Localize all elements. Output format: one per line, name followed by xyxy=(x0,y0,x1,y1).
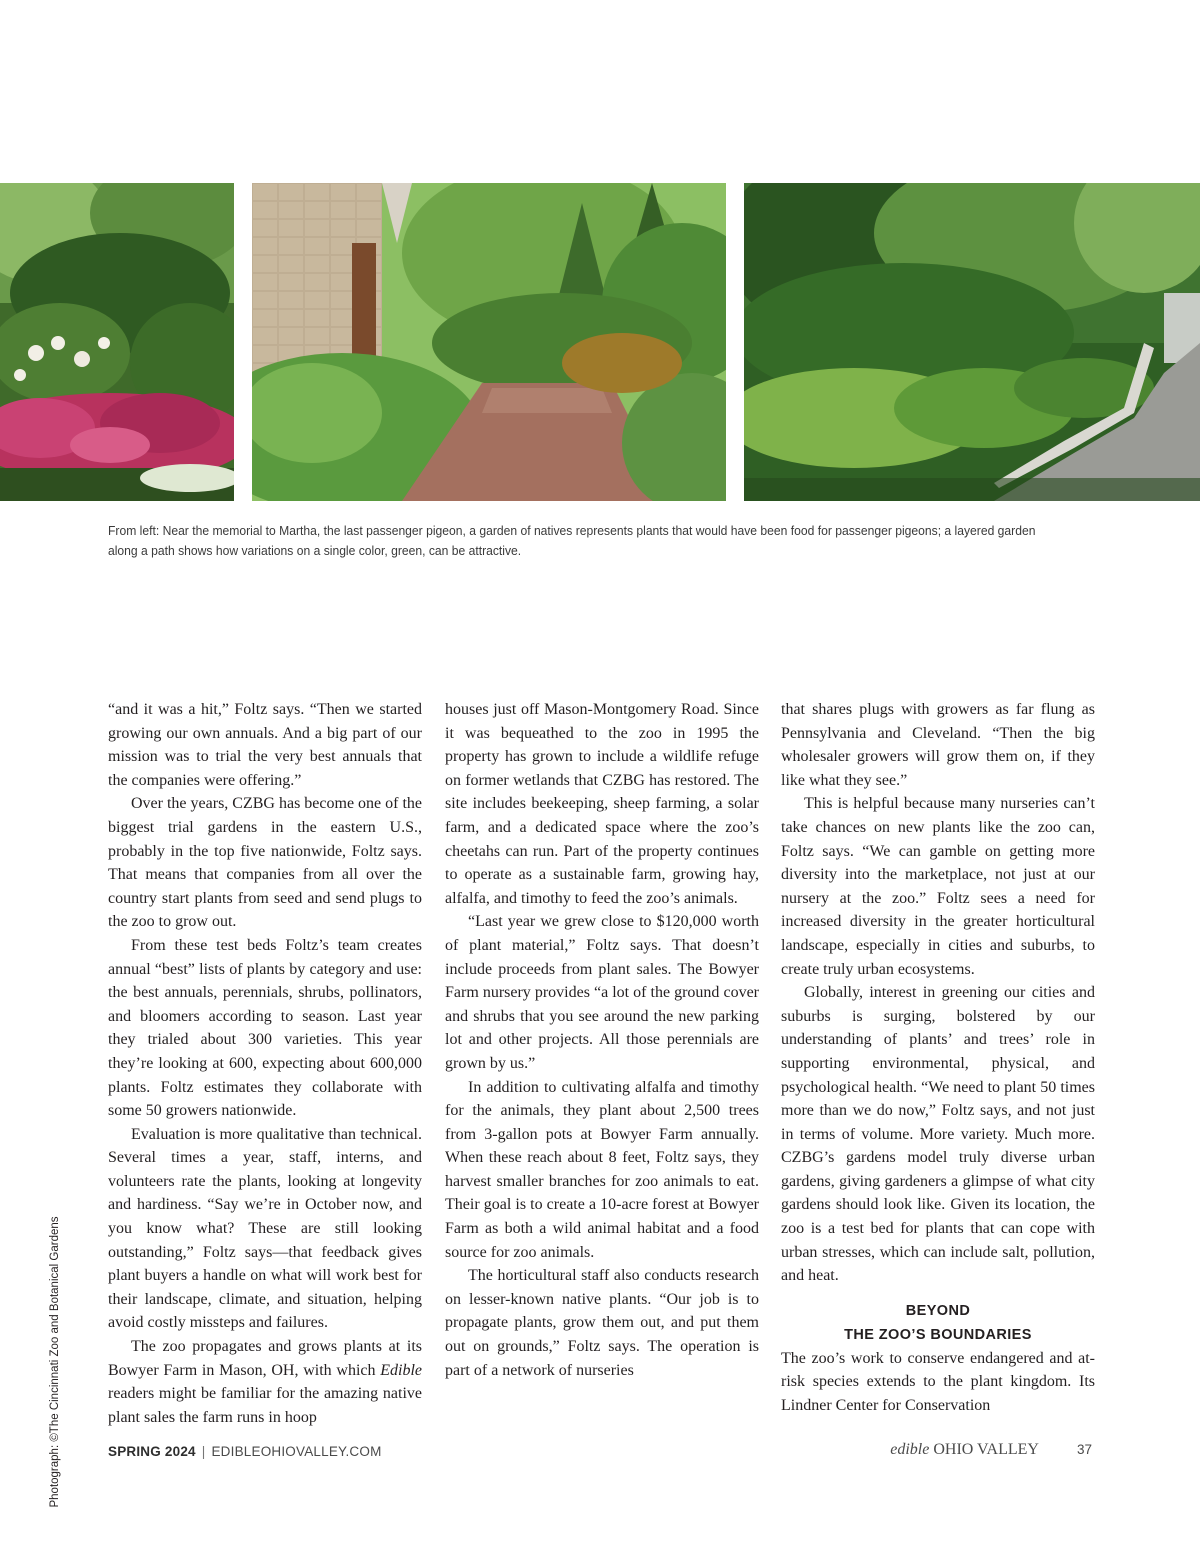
article-column-1 xyxy=(108,698,422,1429)
paragraph: “and it was a hit,” Foltz says. “Then we started growing our own annuals. And a big part of our mission was to trial the very best annuals that the companies were offering.” xyxy=(108,701,422,789)
paragraph: The zoo’s work to conserve endangered and at-risk species extends to the plant kingdom. Its Lindner Center for Conservation xyxy=(781,1349,1095,1415)
page-number: 37 xyxy=(1076,1442,1092,1457)
paragraph xyxy=(108,1335,422,1429)
brand-edible: edible xyxy=(890,1441,930,1458)
article-column-2 xyxy=(445,698,759,1382)
footer-issue-info xyxy=(108,1444,382,1459)
paragraph: “Last year we grew close to $120,000 worth of plant material,” Foltz says. That doesn’t include proceeds from plant sales. The Bowyer Farm nursery provides “a lot of the ground cover and shrubs that you see around the new parking lot and other projects. All those perennials are grown by us.” xyxy=(445,913,759,1072)
paragraph: houses just off Mason-Montgomery Road. Since it was bequeathed to the zoo in 1995 the property has grown to include a wildlife refuge on former wetlands that CZBG has restored. The site includes beekeeping, sheep farming, a solar farm, and a dedicated space where the zoo’s cheetahs can run. Part of the property continues to operate as a sustainable farm, growing hay, alfalfa, and timothy to feed the zoo’s animals. xyxy=(445,701,759,907)
photo-caption: From left: Near the memorial to Martha, the last passenger pigeon, a garden of natives represents plants that would have been food for passenger pigeons; a layered garden along a path shows how variations on a single color, green, can be attractive. xyxy=(108,524,1036,558)
section-heading-line-2: THE ZOO’S BOUNDARIES xyxy=(844,1326,1032,1343)
layered-green-garden-photo xyxy=(744,183,1200,501)
paragraph: From these test beds Foltz’s team creates annual “best” lists of plants by category and use: the best annuals, perennials, shrubs, pollinators, and bloomers according to season. Last year they trialed about 300 varieties. This year they’re looking at 600, expecting about 600,000 plants. Foltz estimates they collaborate with some 50 growers nationwide. xyxy=(108,936,422,1120)
paragraph: Over the years, CZBG has become one of the biggest trial gardens in the eastern U.S., probably in the top five nationwide, Foltz says. That means that companies from all over the country start plants from seed and send plugs to the zoo to grow out. xyxy=(108,795,423,931)
brand-region: OHIO VALLEY xyxy=(929,1441,1039,1458)
photo-credit: Photograph: ©The Cincinnati Zoo and Botanical Gardens xyxy=(49,1216,61,1508)
paragraph: In addition to cultivating alfalfa and timothy for the animals, they plant about 2,500 trees from 3-gallon pots at Bowyer Farm annually. When these reach about 8 feet, Foltz says, they harvest smaller branches for zoo animals to eat. Their goal is to create a 10-acre forest at Bowyer Farm as both a wild animal habitat and a food source for zoo animals. xyxy=(445,1078,759,1261)
paragraph: The horticultural staff also conducts research on lesser-known native plants. “Our job is to propagate plants, grow them out, and put them out on grounds,” Foltz says. The operation is part of a network of nurseries xyxy=(445,1267,759,1379)
issue-date: SPRING 2024 xyxy=(108,1444,196,1459)
magazine-name: Edible xyxy=(380,1361,422,1379)
footer-separator: | xyxy=(201,1444,206,1459)
website-link[interactable]: EDIBLEOHIOVALLEY.COM xyxy=(211,1444,382,1459)
paragraph: Evaluation is more qualitative than technical. Several times a year, staff, interns, and volunteers rate the plants, looking at longevity and hardiness. “Say we’re in October now, and you know what? These are still looking outstanding,” Foltz says—that feedback gives plant buyers a handle on what will work best for their landscape, climate, and situation, helping avoid costly missteps and failures. xyxy=(108,1125,422,1332)
native-garden-photo xyxy=(0,183,234,501)
section-heading-line-1: BEYOND xyxy=(905,1302,971,1319)
brick-path-garden-photo xyxy=(252,183,726,501)
paragraph-text: readers might be familiar for the amazing native plant sales the farm runs in hoop xyxy=(108,1385,422,1426)
article-column-3 xyxy=(781,698,1095,1418)
paragraph: Globally, interest in greening our cities and suburbs is surging, bolstered by our understanding of plants’ and trees’ role in supporting environmental, physical, and psychological health. “We need to plant 50 times more than we do now,” Foltz says, and not just in terms of volume. More variety. Much more. CZBG’s gardens model truly diverse urban gardens, giving gardeners a glimpse of what city gardens should look like. Given its location, the zoo is a test bed for plants that can cope with urban stresses, which can include salt, pollution, and heat. xyxy=(781,984,1095,1285)
paragraph: This is helpful because many nurseries can’t take chances on new plants like the zoo can, Foltz says. “We can gamble on getting more diversity into the marketplace, not just at our nursery at the zoo.” Foltz sees a need for increased diversity in the greater horticultural landscape, especially in cities and suburbs, to create truly urban ecosystems. xyxy=(781,795,1095,978)
paragraph: that shares plugs with growers as far flung as Pennsylvania and Cleveland. “Then the big wholesaler growers will grow them on, if they like what they see.” xyxy=(781,701,1095,789)
paragraph-text: The zoo propagates and grows plants at its Bowyer Farm in Mason, OH, with which xyxy=(108,1338,422,1379)
footer-brand xyxy=(890,1441,1092,1459)
